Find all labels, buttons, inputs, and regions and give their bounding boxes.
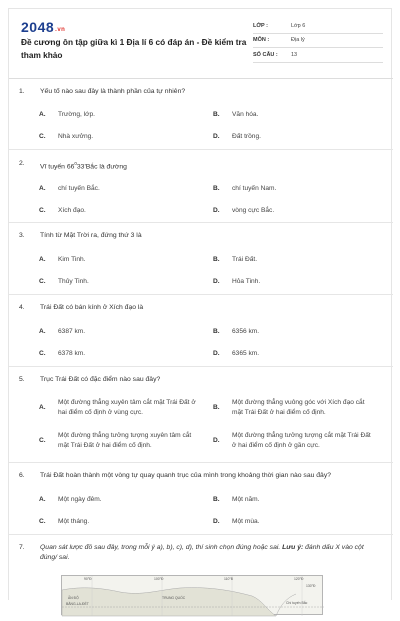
question-stem xyxy=(19,87,370,97)
map-label-bangladesh: BĂNG-LA-ĐÉT xyxy=(66,602,89,606)
meta-value: Địa lý xyxy=(291,37,305,44)
map-label-130e: 130°Đ xyxy=(306,584,316,588)
option-text: 6387 km. xyxy=(58,328,86,335)
stem-part: đánh dấu X vào cột đúng/ sai. xyxy=(40,544,364,561)
option-d[interactable] xyxy=(213,431,372,451)
question-number: 5. xyxy=(19,376,25,383)
option-text: Một mùa. xyxy=(232,518,260,525)
option-text: Một năm. xyxy=(232,496,260,503)
option-letter: D. xyxy=(213,207,220,214)
meta-value: Lớp 6 xyxy=(291,22,306,29)
question-6 xyxy=(9,471,393,535)
option-letter: C. xyxy=(39,350,46,357)
question-text: Yếu tố nào sau đây là thành phần của tự nhiên? xyxy=(40,88,186,95)
question-number: 3. xyxy=(19,232,25,239)
map-figure xyxy=(61,575,323,615)
meta-row-subject xyxy=(253,34,383,49)
question-text xyxy=(40,159,370,172)
option-text: Hỏa Tinh. xyxy=(232,278,261,285)
option-d[interactable] xyxy=(213,132,372,142)
option-letter: A. xyxy=(39,496,46,503)
option-letter: B. xyxy=(213,185,220,192)
option-text: vòng cực Bắc. xyxy=(232,207,275,214)
option-a[interactable] xyxy=(39,184,198,194)
option-text: Một đường thẳng tưởng tượng xuyên tâm cắt mặt Trái Đất ở hai điểm cố định. xyxy=(58,432,192,449)
question-3 xyxy=(9,231,393,295)
option-letter: D. xyxy=(213,518,220,525)
question-number: 2. xyxy=(19,160,25,167)
document-title: Đề cương ôn tập giữa kì 1 Địa lí 6 có đáp án - Đề kiểm tra tham khảo xyxy=(21,37,247,60)
option-letter: D. xyxy=(213,278,220,285)
option-b[interactable] xyxy=(213,495,372,505)
question-number: 6. xyxy=(19,472,25,479)
option-letter: B. xyxy=(213,328,220,335)
question-text: Trái Đất hoàn thành một vòng tự quay quanh trục của mình trong khoảng thời gian nào sau đây? xyxy=(40,472,332,479)
option-text: chí tuyến Nam. xyxy=(232,185,277,192)
stem-part: 33'Bắc là đường xyxy=(76,163,127,171)
option-c[interactable] xyxy=(39,349,198,359)
option-text: Một ngày đêm. xyxy=(58,496,102,503)
option-letter: D. xyxy=(213,133,220,140)
question-stem xyxy=(19,231,370,241)
map-label-90e: 90°Đ xyxy=(84,577,92,581)
option-text: Một đường thẳng vuông góc với Xích đạo cắt mặt Trái Đất ở hai điểm cố định. xyxy=(232,399,365,416)
option-text: 6365 km. xyxy=(232,350,260,357)
map-drawing xyxy=(62,576,324,616)
question-2 xyxy=(9,159,393,223)
option-letter: D. xyxy=(213,350,220,357)
option-a[interactable] xyxy=(39,110,198,120)
option-letter: C. xyxy=(39,207,46,214)
option-b[interactable] xyxy=(213,398,372,418)
option-d[interactable] xyxy=(213,517,372,527)
meta-key: LỚP : xyxy=(253,22,268,29)
question-number: 1. xyxy=(19,88,25,95)
option-letter: A. xyxy=(39,256,46,263)
degree-sup: 0 xyxy=(74,161,77,166)
option-d[interactable] xyxy=(213,206,372,216)
option-d[interactable] xyxy=(213,277,372,287)
land-mass xyxy=(62,588,276,616)
map-label-india: ẤN ĐỘ xyxy=(68,596,79,600)
option-letter: C. xyxy=(39,518,46,525)
map-label-china: TRUNG QUỐC xyxy=(162,596,186,600)
logo-suffix: .vn xyxy=(55,27,66,33)
option-letter: B. xyxy=(213,496,220,503)
option-letter: C. xyxy=(39,437,46,444)
question-stem xyxy=(19,471,370,481)
question-1 xyxy=(9,87,393,150)
coastline xyxy=(276,594,296,616)
option-a[interactable] xyxy=(39,398,198,418)
option-text: Một đường thẳng tưởng tượng cắt mặt Trái Đất ở hai điểm cố định ở gần cực. xyxy=(232,432,371,449)
question-4 xyxy=(9,303,393,367)
option-letter: A. xyxy=(39,404,46,411)
option-b[interactable] xyxy=(213,184,372,194)
option-text: 6356 km. xyxy=(232,328,260,335)
option-letter: A. xyxy=(39,111,46,118)
document-page xyxy=(8,8,392,606)
meta-value: 13 xyxy=(291,51,298,58)
option-letter: C. xyxy=(39,133,46,140)
option-c[interactable] xyxy=(39,431,198,451)
meta-key: SỐ CÂU : xyxy=(253,51,278,58)
question-stem xyxy=(19,303,370,313)
map-label-120e: 120°Đ xyxy=(294,577,304,581)
option-text: Trường, lớp. xyxy=(58,111,96,118)
option-text: Văn hóa. xyxy=(232,111,259,118)
option-b[interactable] xyxy=(213,327,372,337)
question-stem xyxy=(19,159,370,172)
note-label: Lưu ý: xyxy=(282,544,304,551)
option-text: chí tuyến Bắc. xyxy=(58,185,100,192)
option-a[interactable] xyxy=(39,255,198,265)
map-label-100e: 100°Đ xyxy=(154,577,164,581)
option-text: 6378 km. xyxy=(58,350,86,357)
option-d[interactable] xyxy=(213,349,372,359)
option-letter: D. xyxy=(213,437,220,444)
map-label-110e: 110°Đ xyxy=(224,577,234,581)
option-letter: A. xyxy=(39,185,46,192)
document-header xyxy=(9,9,393,79)
option-b[interactable] xyxy=(213,110,372,120)
option-letter: C. xyxy=(39,278,46,285)
option-c[interactable] xyxy=(39,277,198,287)
meta-key: MÔN : xyxy=(253,37,270,44)
option-a[interactable] xyxy=(39,327,198,337)
logo-main: 2048 xyxy=(21,19,55,35)
stem-part: Quan sát lược đồ sau đây, trong mỗi ý a), b), c), d), thí sinh chọn đúng hoặc sai. xyxy=(40,544,281,551)
option-text: Kim Tinh. xyxy=(58,256,86,263)
question-stem xyxy=(19,543,370,563)
stem-part: Vĩ tuyến 66 xyxy=(40,163,75,171)
question-text: Trái Đất có bán kính ở Xích đạo là xyxy=(40,304,144,311)
meta-row-count xyxy=(253,48,383,63)
question-5 xyxy=(9,375,393,463)
option-text: Xích đạo. xyxy=(58,207,86,214)
option-letter: B. xyxy=(213,256,220,263)
site-logo[interactable] xyxy=(21,19,65,35)
question-text xyxy=(40,543,370,563)
question-text: Tính từ Mặt Trời ra, đứng thứ 3 là xyxy=(40,232,142,239)
option-text: Thủy Tinh. xyxy=(58,278,89,285)
option-letter: B. xyxy=(213,404,220,411)
question-stem xyxy=(19,375,370,385)
option-c[interactable] xyxy=(39,517,198,527)
option-c[interactable] xyxy=(39,132,198,142)
question-text: Trục Trái Đất có đặc điểm nào sau đây? xyxy=(40,376,161,383)
option-letter: A. xyxy=(39,328,46,335)
option-b[interactable] xyxy=(213,255,372,265)
meta-row-class xyxy=(253,19,383,34)
question-number: 4. xyxy=(19,304,25,311)
question-number: 7. xyxy=(19,544,25,551)
option-text: Trái Đất. xyxy=(232,256,258,263)
option-c[interactable] xyxy=(39,206,198,216)
option-letter: B. xyxy=(213,111,220,118)
map-label-tropic: Chí tuyến Bắc xyxy=(286,601,308,605)
option-text: Nhà xưởng. xyxy=(58,133,94,140)
option-text: Đất trồng. xyxy=(232,133,261,140)
option-text: Một đường thẳng xuyên tâm cắt mặt Trái Đất ở hai điểm cố định ở vùng cực. xyxy=(58,399,196,416)
option-text: Một tháng. xyxy=(58,518,90,525)
option-a[interactable] xyxy=(39,495,198,505)
meta-table xyxy=(253,19,383,63)
